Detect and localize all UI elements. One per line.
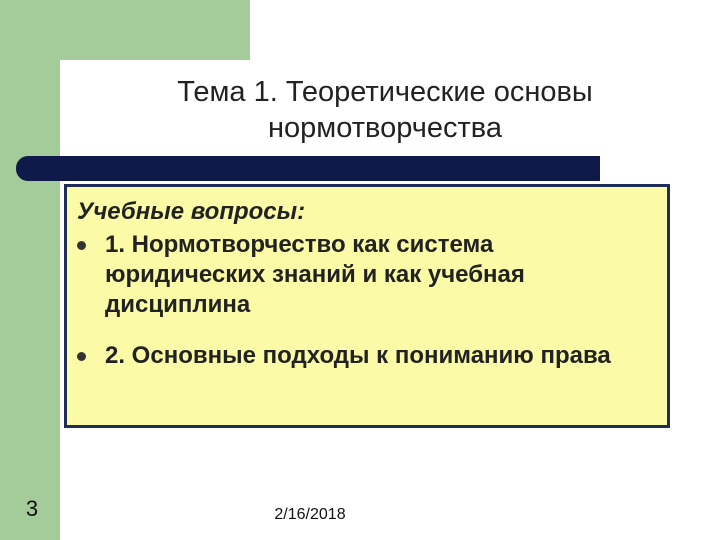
slide-title-line-1: Тема 1. Теоретические основы xyxy=(177,76,593,108)
list-item xyxy=(77,230,637,320)
bullet-icon xyxy=(77,352,86,361)
green-sidebar-decoration xyxy=(0,0,60,540)
bullet-icon xyxy=(77,241,86,250)
slide-title-line-2: нормотворчества xyxy=(268,112,502,144)
content-box xyxy=(64,184,670,428)
list-item-text: 2. Основные подходы к пониманию права xyxy=(105,342,611,369)
list-item-text: 1. Нормотворчество как система юридических знаний и как учебная дисциплина xyxy=(105,231,525,318)
slide-title xyxy=(105,74,665,146)
questions-heading: Учебные вопросы: xyxy=(77,198,306,225)
list-item xyxy=(77,341,637,371)
title-underline-bar xyxy=(16,156,600,181)
slide-number: 3 xyxy=(25,496,39,521)
slide-date: 2/16/2018 xyxy=(274,506,346,523)
green-top-decoration xyxy=(60,0,250,60)
